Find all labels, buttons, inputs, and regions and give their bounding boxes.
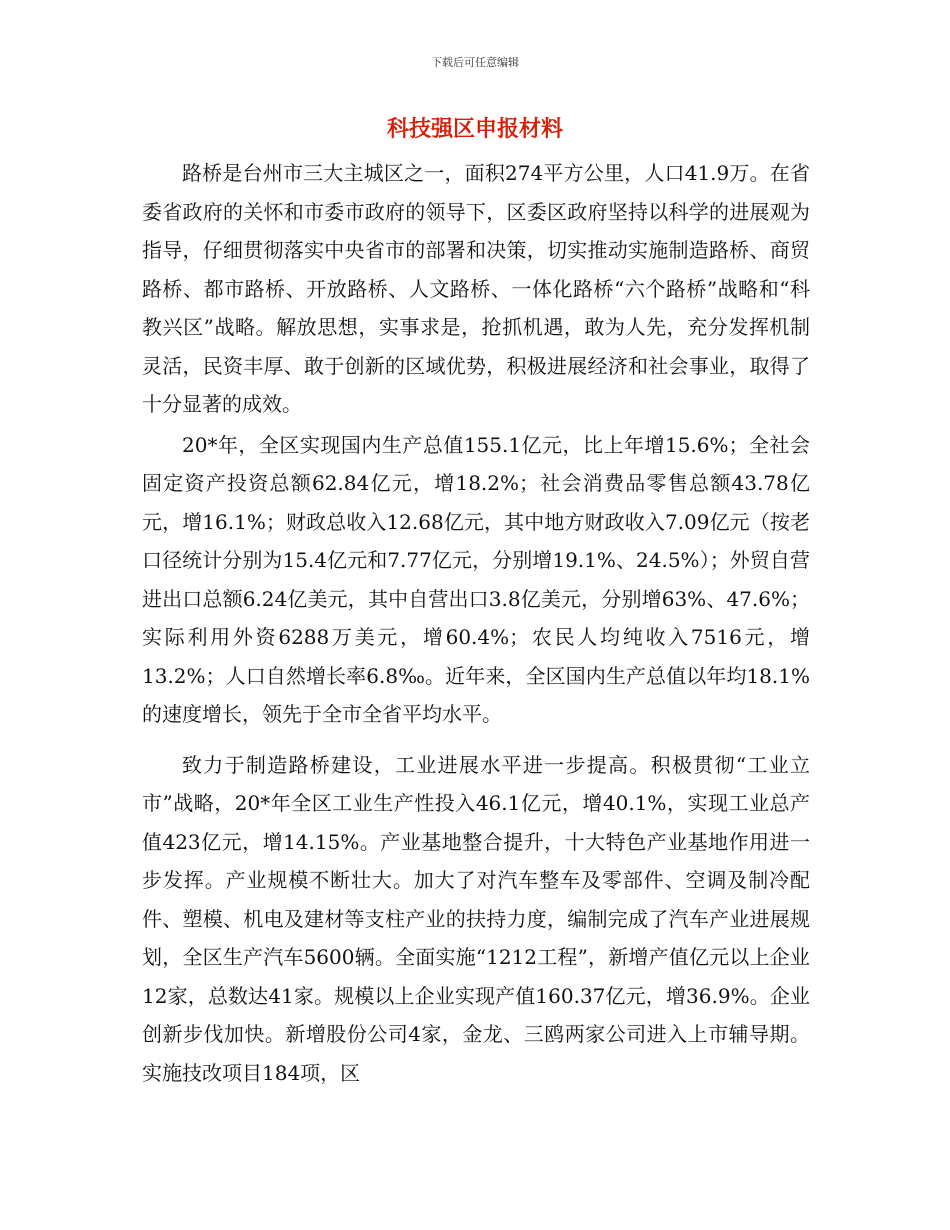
document-title: 科技强区申报材料 xyxy=(386,116,563,142)
document-body xyxy=(142,154,810,1092)
paragraph-economy-stats: 20*年，全区实现国内生产总值155.1亿元，比上年增15.6%；全社会固定资产投资总额62.84亿元，增18.2%；社会消费品零售总额43.78亿元，增16.1%；财政总收入12.68亿元，其中地方财政收入7.09亿元（按老口径统计分别为15.4亿元和7.77亿元，分别增19.1%、24.5%）；外贸自营进出口总额6.24亿美元，其中自营出口3.8亿美元，分别增63%、47.6%；实际利用外资6288万美元，增60.4%；农民人均纯收入7516元，增13.2%；人口自然增长率6.8‰。近年来，全区国内生产总值以年均18.1%的速度增长，领先于全市全省平均水平。 xyxy=(142,432,810,726)
paragraph-intro: 路桥是台州市三大主城区之一，面积274平方公里，人口41.9万。在省委省政府的关怀和市委市政府的领导下，区委区政府坚持以科学的进展观为指导，仔细贯彻落实中央省市的部署和决策，切实推动实施制造路桥、商贸路桥、都市路桥、开放路桥、人文路桥、一体化路桥“六个路桥”战略和“科教兴区”战略。解放思想，实事求是，抢抓机遇，敢为人先，充分发挥机制灵活，民资丰厚、敢于创新的区域优势，积极进展经济和社会事业，取得了十分显著的成效。 xyxy=(142,161,810,416)
paragraph-industry: 致力于制造路桥建设，工业进展水平进一步提高。积极贯彻“工业立市”战略，20*年全区工业生产性投入46.1亿元，增40.1%，实现工业总产值423亿元，增14.15%。产业基地整合提升，十大特色产业基地作用进一步发挥。产业规模不断壮大。加大了对汽车整车及零部件、空调及制冷配件、塑模、机电及建材等支柱产业的扶持力度，编制完成了汽车产业进展规划，全区生产汽车5600辆。全面实施“1212工程”，新增产值亿元以上企业12家，总数达41家。规模以上企业实现产值160.37亿元，增36.9%。企业创新步伐加快。新增股份公司4家，金龙、三鸥两家公司进入上市辅导期。实施技改项目184项，区 xyxy=(142,752,810,1085)
download-note: 下载后可任意编辑 xyxy=(431,56,519,69)
